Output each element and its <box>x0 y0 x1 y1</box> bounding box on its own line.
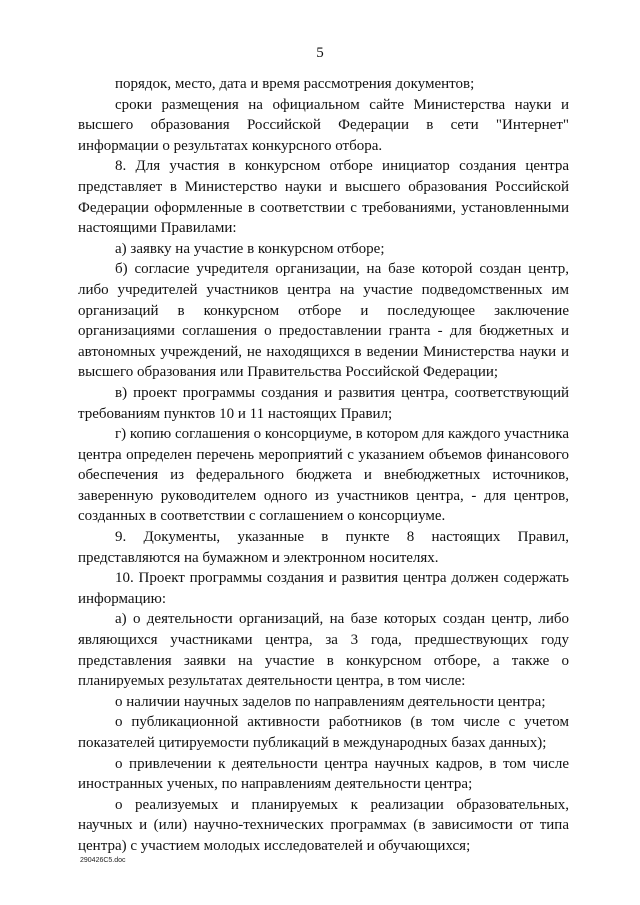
paragraph: г) копию соглашения о консорциуме, в котором для каждого участника центра определен перечень мероприятий с указанием объемов финансового обеспечения из федерального бюджета и внебюджетных источников, заверенную руководителем одного из участников центра, - для центров, созданных в соответствии с соглашением о консорциуме. <box>78 426 569 525</box>
paragraph: о реализуемых и планируемых к реализации образовательных, научных и (или) научно-технических программах (в зависимости от типа центра) с участием молодых исследователей и обучающихся; <box>78 796 569 854</box>
paragraph: порядок, место, дата и время рассмотрения документов; <box>115 76 475 92</box>
paragraph: б) согласие учредителя организации, на базе которой создан центр, либо учредителей участников центра на участие подведомственных им организаций в конкурсном отборе и последующее заключение организациями соглашения о предоставлении гранта - для бюджетных и автономных учреждений, не находящихся в ведении Министерства науки и высшего образования или Правительства Российской Федерации; <box>78 261 569 381</box>
paragraph: а) о деятельности организаций, на базе которых создан центр, либо являющихся участниками центра, за 3 года, предшествующих году представления заявки на участие в конкурсном отборе, а также о планируемых результатах деятельности центра, в том числе: <box>78 611 569 690</box>
file-name-footer: 290426С5.doc <box>80 857 126 864</box>
paragraph: 8. Для участия в конкурсном отборе инициатор создания центра представляет в Министерство науки и высшего образования Российской Федерации оформленные в соответствии с требованиями, установленными настоящими Правилами: <box>78 158 569 237</box>
paragraph: 10. Проект программы создания и развития центра должен содержать информацию: <box>78 570 569 607</box>
paragraph: о привлечении к деятельности центра научных кадров, в том числе иностранных ученых, по направлениям деятельности центра; <box>78 755 569 793</box>
paragraph: сроки размещения на официальном сайте Министерства науки и высшего образования Российской Федерации в сети "Интернет" информации о результатах конкурсного отбора. <box>78 96 569 154</box>
paragraph: о публикационной активности работников (в том числе с учетом показателей цитируемости публикаций в международных базах данных); <box>78 714 569 751</box>
paragraph: в) проект программы создания и развития центра, соответствующий требованиям пунктов 10 и 11 настоящих Правил; <box>78 384 569 422</box>
document-body <box>78 74 569 857</box>
paragraph: 9. Документы, указанные в пункте 8 настоящих Правил, представляются на бумажном и электронном носителях. <box>78 529 569 566</box>
paragraph: а) заявку на участие в конкурсном отборе; <box>115 240 385 257</box>
page-number: 5 <box>316 45 324 61</box>
paragraph: о наличии научных заделов по направлениям деятельности центра; <box>115 693 546 710</box>
